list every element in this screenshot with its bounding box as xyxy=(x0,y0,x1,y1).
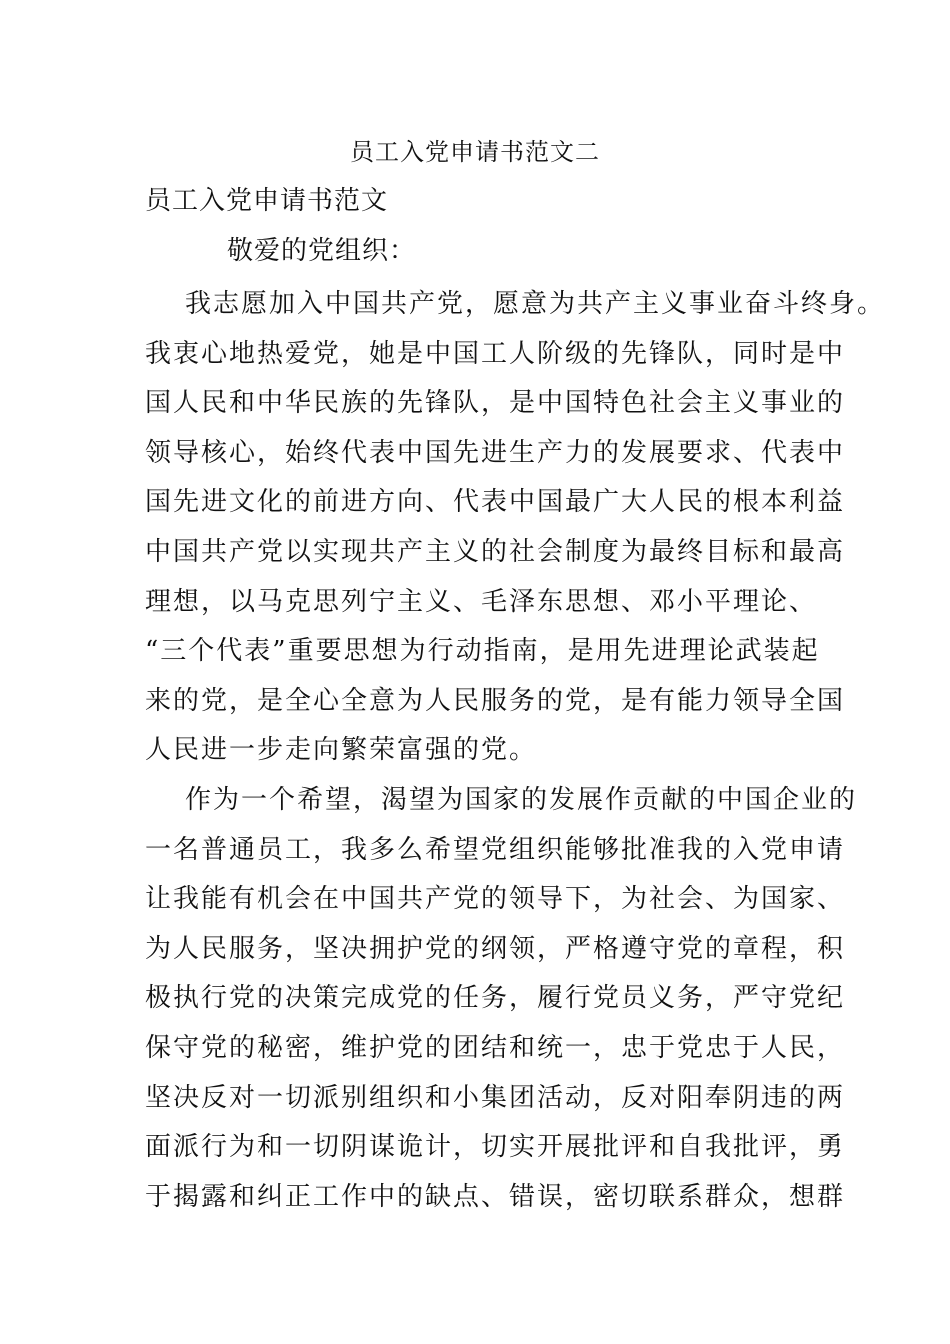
paragraph-line: 国人民和中华民族的先锋队，是中国特色社会主义事业的 xyxy=(145,388,846,419)
paragraph-line: 于揭露和纠正工作中的缺点、错误，密切联系群众，想群 xyxy=(145,1181,846,1212)
paragraph-1 xyxy=(145,280,886,776)
paragraph-line: 极执行党的决策完成党的任务，履行党员义务，严守党纪 xyxy=(145,983,846,1014)
paragraph-line: 我衷心地热爱党，她是中国工人阶级的先锋队，同时是中 xyxy=(145,338,846,369)
paragraph-line: 坚决反对一切派别组织和小集团活动，反对阳奉阴违的两 xyxy=(145,1082,846,1113)
paragraph-line: 一名普通员工，我多么希望党组织能够批准我的入党申请 xyxy=(145,834,846,865)
paragraph-line: 领导核心，始终代表中国先进生产力的发展要求、代表中 xyxy=(145,437,846,468)
paragraph-line: 理想，以马克思列宁主义、毛泽东思想、邓小平理论、 xyxy=(145,586,818,617)
paragraph-line: 中国共产党以实现共产主义的社会制度为最终目标和最高 xyxy=(145,536,846,567)
paragraph-line: 我志愿加入中国共产党，愿意为共产主义事业奋斗终身。 xyxy=(185,289,886,319)
paragraph-line: 保守党的秘密，维护党的团结和统一，忠于党忠于人民， xyxy=(145,1032,846,1063)
paragraph-line: 为人民服务，坚决拥护党的纲领，严格遵守党的章程，积 xyxy=(145,933,846,964)
paragraph-line: “三个代表”重要思想为行动指南，是用先进理论武装起 xyxy=(145,636,820,667)
paragraph-line: 人民进一步走向繁荣富强的党。 xyxy=(145,735,538,766)
salutation: 敬爱的党组织： xyxy=(227,236,417,266)
document-subtitle: 员工入党申请书范文 xyxy=(145,186,389,216)
document-title: 员工入党申请书范文二 xyxy=(350,138,600,166)
paragraph-line: 作为一个希望，渴望为国家的发展作贡献的中国企业的 xyxy=(185,785,858,815)
paragraph-line: 来的党，是全心全意为人民服务的党，是有能力领导全国 xyxy=(145,685,846,716)
paragraph-line: 国先进文化的前进方向、代表中国最广大人民的根本利益 xyxy=(145,487,846,518)
paragraph-2 xyxy=(145,776,858,1222)
paragraph-line: 面派行为和一切阴谋诡计，切实开展批评和自我批评，勇 xyxy=(145,1132,846,1163)
paragraph-line: 让我能有机会在中国共产党的领导下，为社会、为国家、 xyxy=(145,884,846,915)
